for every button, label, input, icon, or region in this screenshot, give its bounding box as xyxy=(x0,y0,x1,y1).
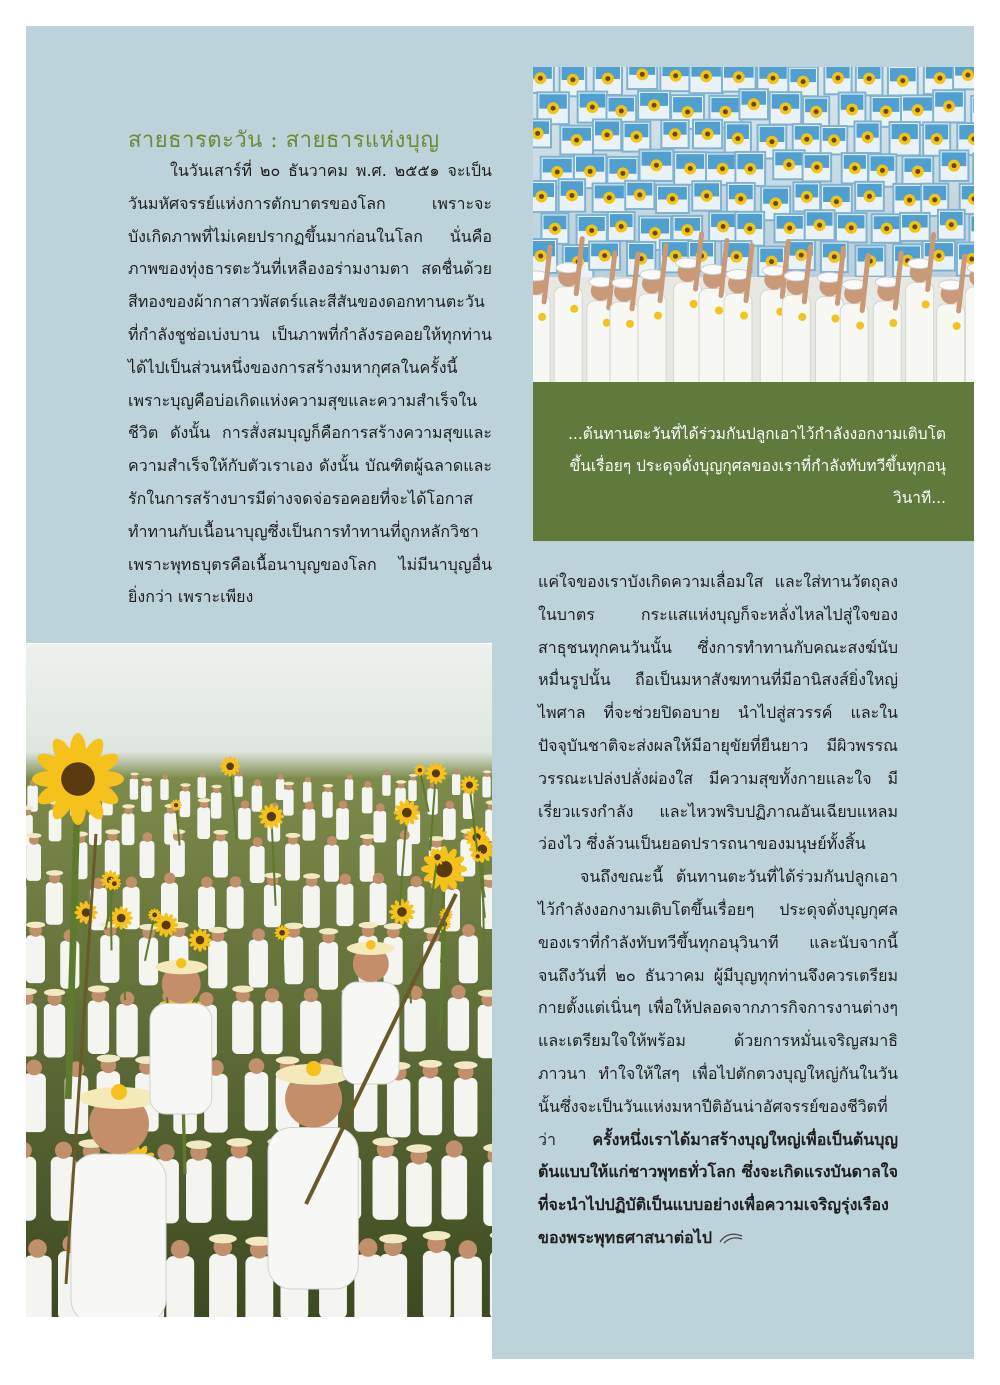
article-paragraph-1: ในวันเสาร์ที่ ๒๐ ธันวาคม พ.ศ. ๒๕๕๑ จะเป็นวันมหัศจรรย์แห่งการตักบาตรของโลก เพราะจะบังเกิดภาพที่ไม่เคยปรากฏขึ้นมาก่อนในโลก นั่นคือ ภาพของทุ่งธารตะวันที่เหลืองอร่ามงามตา สดชื่นด้วยสีทองของผ้ากาสาวพัสตร์และสีสันของดอกทานตะวันที่กำลังชูช่อเบ่งบาน เป็นภาพที่กำลังรอคอยให้ทุกท่านได้ไปเป็นส่วนหนึ่งของการสร้างมหากุศลในครั้งนี้ เพราะบุญคือบ่อเกิดแห่งความสุขและความสำเร็จในชีวิต ดังนั้น การสั่งสมบุญก็คือการสร้างความสุขและความสำเร็จให้กับตัวเราเอง ดังนั้น บัณฑิตผู้ฉลาดและรักในการสร้างบารมีต่างจดจ่อรอคอยที่จะได้โอกาสทำทานกับเนื้อนาบุญซึ่งเป็นการทำทานที่ถูกหลักวิชา เพราะพุทธบุตรคือเนื้อนาบุญของโลก ไม่มีนาบุญอื่นยิ่งกว่า เพราะเพียง xyxy=(128,161,492,607)
article-paragraph-1-continued: แค่ใจของเราบังเกิดความเลื่อมใส และใส่ทานวัตถุลงในบาตร กระแสแห่งบุญก็จะหลั่งไหลไปสู่ใจของสาธุชนทุกคนวันนั้น ซึ่งการทำทานกับคณะสงฆ์นับหมื่นรูปนั้น ถือเป็นมหาสังฆทานที่มีอานิสงส์ยิ่งใหญ่ไพศาล ที่จะช่วยปิดอบาย นำไปสู่สวรรค์ และในปัจจุบันชาติจะส่งผลให้มีอายุขัยที่ยืนยาว มีผิวพรรณวรรณะเปล่งปลั่งผ่องใส มีความสุขทั้งกายและใจ มีเรี่ยวแรงกำลัง และไหวพริบปฏิภาณอันเฉียบแหลมว่องไว ซึ่งล้วนเป็นยอดปรารถนาของมนุษย์ทั้งสิ้น xyxy=(538,572,898,854)
article-paragraph-2 xyxy=(538,861,898,1255)
article-column-left xyxy=(128,155,492,614)
pull-quote-text: ...ต้นทานตะวันที่ได้ร่วมกันปลูกเอาไว้กำลังงอกงามเติบโตขึ้นเรื่อยๆ ประดุจดั่งบุญกุศลของเราที่กำลังทับทวีขึ้นทุกอนุวินาที... xyxy=(568,425,946,507)
article-title: สายธารตะวัน : สายธารแห่งบุญ xyxy=(128,128,440,153)
crowd-with-sunflower-posters-photo xyxy=(533,67,974,382)
end-of-article-icon xyxy=(718,1231,744,1245)
article-paragraph-2-bold: ครั้งหนึ่งเราได้มาสร้างบุญใหญ่เพื่อเป็นต้นบุญต้นแบบให้แก่ชาวพุทธทั่วโลก ซึ่งจะเกิดแรงบันดาลใจที่จะนำไปปฏิบัติเป็นแบบอย่างเพื่อความเจริญรุ่งเรืองของพระพุทธศาสนาต่อไป xyxy=(538,1129,898,1247)
article-column-right xyxy=(538,566,898,1255)
pull-quote-box xyxy=(533,382,974,541)
article-paragraph-2-text: จนถึงขณะนี้ ต้นทานตะวันที่ได้ร่วมกันปลูกเอาไว้กำลังงอกงามเติบโตขึ้นเรื่อยๆ ประดุจดั่งบุญกุศลของเราที่กำลังทับทวีขึ้นทุกอนุวินาที และนับจากนี้จนถึงวันที่ ๒๐ ธันวาคม ผู้มีบุญทุกท่านจึงควรเตรียมกายตั้งแต่เนิ่นๆ เพื่อให้ปลอดจากภารกิจการงานต่างๆ และเตรียมใจให้พร้อม ด้วยการหมั่นเจริญสมาธิภาวนา ทำใจให้ใสๆ เพื่อไปตักตวงบุญใหญ่กันในวันนั้นซึ่งจะเป็นวันแห่งมหาปีติอันน่าอัศจรรย์ของชีวิตที่ว่า xyxy=(538,867,898,1149)
sunflower-field-crowd-photo xyxy=(26,644,492,1317)
